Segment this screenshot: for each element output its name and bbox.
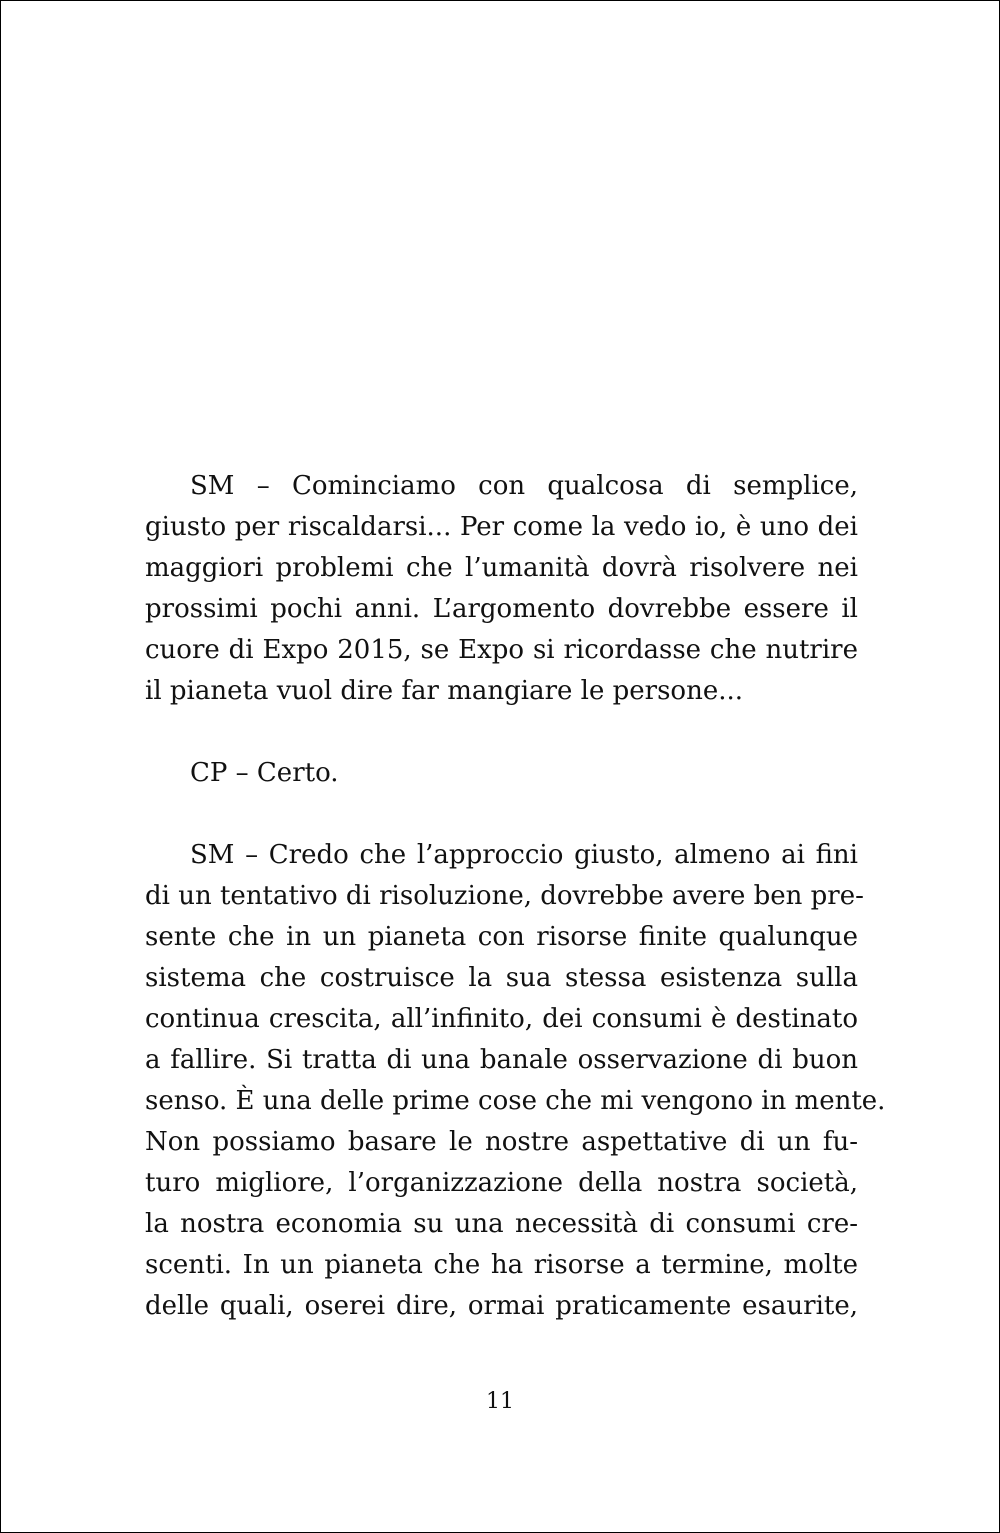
paragraph-gap [145,712,858,753]
text-line: di un tentativo di risoluzione, dovrebbe avere ben pre- [145,881,864,911]
text-line: maggiori problemi che l’umanità dovrà risolvere nei [145,553,858,583]
text-line: sente che in un pianeta con risorse finite qualunque [145,922,858,952]
text-line: CP – Certo. [190,758,339,788]
text-line: sistema che costruisce la sua stessa esistenza sulla [145,963,858,993]
text-line: delle quali, oserei dire, ormai praticamente esaurite, [145,1291,858,1321]
page-number: 11 [486,1389,514,1414]
text-line: il pianeta vuol dire far mangiare le persone... [145,676,744,706]
text-line: SM – Cominciamo con qualcosa di semplice, [190,471,858,501]
body-text [145,466,886,1327]
text-line: senso. È una delle prime cose che mi vengono in mente. [145,1086,886,1116]
text-line: giusto per riscaldarsi... Per come la vedo io, è uno dei [145,512,858,542]
text-line: prossimi pochi anni. L’argomento dovrebbe essere il [145,594,858,624]
paragraph-sm-1 [145,466,858,712]
text-line: Non possiamo basare le nostre aspettative di un fu- [145,1127,858,1157]
paragraph-cp-1 [145,753,858,794]
text-line: turo migliore, l’organizzazione della nostra società, [145,1168,858,1198]
paragraph-sm-2 [145,835,886,1327]
text-line: la nostra economia su una necessità di consumi cre- [145,1209,858,1239]
text-line: SM – Credo che l’approccio giusto, almeno ai fini [190,840,858,870]
text-line: scenti. In un pianeta che ha risorse a termine, molte [145,1250,858,1280]
text-line: continua crescita, all’infinito, dei consumi è destinato [145,1004,858,1034]
paragraph-gap [145,794,858,835]
text-line: a fallire. Si tratta di una banale osservazione di buon [145,1045,858,1075]
text-line: cuore di Expo 2015, se Expo si ricordasse che nutrire [145,635,858,665]
